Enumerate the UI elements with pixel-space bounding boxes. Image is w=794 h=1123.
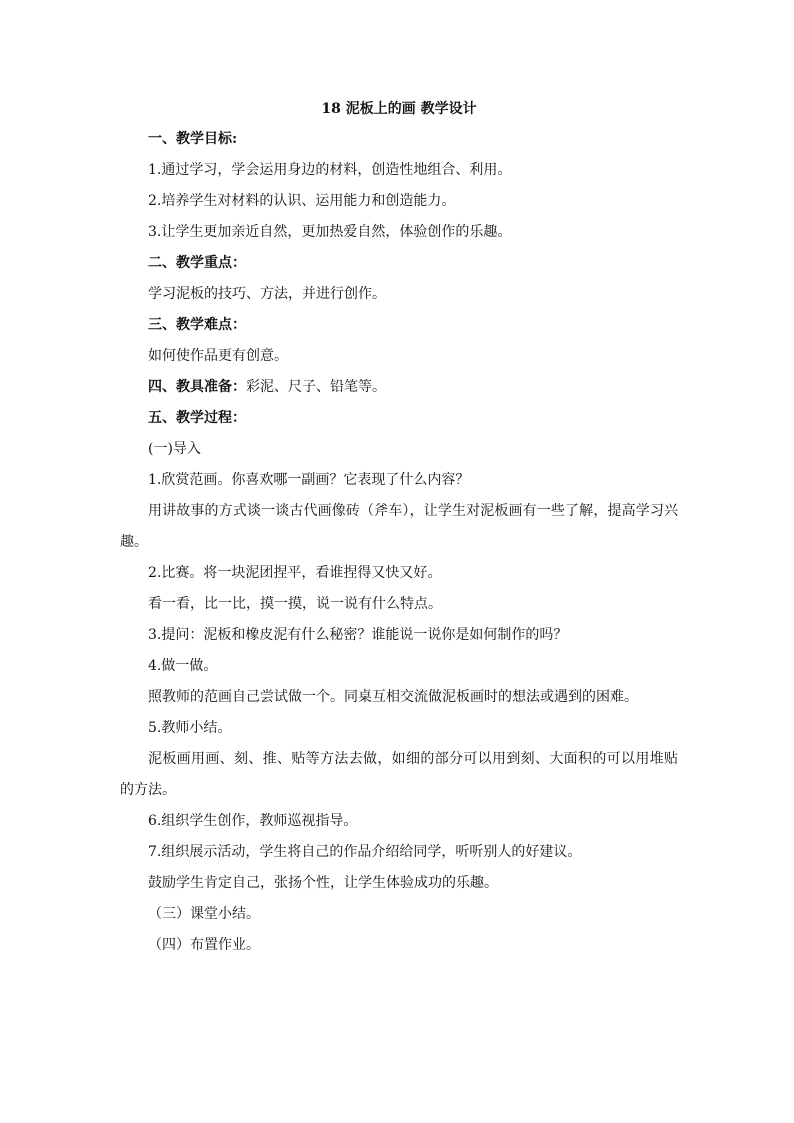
process-step-6: 6.组织学生创作，教师巡视指导。 (148, 813, 358, 829)
difficulties-text: 如何使作品更有创意。 (148, 348, 288, 364)
section-heading-materials: 四、教具准备： (148, 379, 246, 395)
process-step-5: 5.教师小结。 (148, 720, 232, 736)
section-heading-key-points: 二、教学重点： (148, 255, 246, 271)
document-title: 18 泥板上的画 教学设计 (321, 101, 477, 117)
process-step-4-detail: 照教师的范画自己尝试做一个。同桌互相交流做泥板画时的想法或遇到的困难。 (148, 689, 638, 705)
section-heading-process: 五、教学过程： (148, 410, 246, 426)
process-step-1-detail: 用讲故事的方式谈一谈古代画像砖（斧车），让学生对泥板画有一些了解，提高学习兴趣。 (120, 503, 678, 550)
materials-text: 彩泥、尺子、铅笔等。 (246, 379, 386, 395)
process-step-7: 7.组织展示活动，学生将自己的作品介绍给同学，听听别人的好建议。 (148, 844, 582, 860)
process-part-3-heading: （三）课堂小结。 (148, 906, 260, 922)
section-heading-difficulties: 三、教学难点： (148, 317, 246, 333)
process-step-5-detail: 泥板画用画、刻、推、贴等方法去做，如细的部分可以用到刻、大面积的可以用堆贴的方法。 (120, 751, 678, 798)
process-step-2-detail: 看一看，比一比，摸一摸，说一说有什么特点。 (148, 596, 442, 612)
process-part-1-heading: (一)导入 (148, 441, 201, 457)
process-step-4: 4.做一做。 (148, 658, 218, 674)
key-points-text: 学习泥板的技巧、方法，并进行创作。 (148, 286, 386, 302)
process-step-7-detail: 鼓励学生肯定自己，张扬个性，让学生体验成功的乐趣。 (148, 875, 498, 891)
objective-item-1: 1.通过学习，学会运用身边的材料，创造性地组合、利用。 (148, 162, 512, 178)
objective-item-2: 2.培养学生对材料的认识、运用能力和创造能力。 (148, 193, 456, 209)
objective-item-3: 3.让学生更加亲近自然，更加热爱自然，体验创作的乐趣。 (148, 224, 512, 240)
process-part-4-heading: （四）布置作业。 (148, 937, 260, 953)
process-step-3: 3.提问：泥板和橡皮泥有什么秘密？谁能说一说你是如何制作的吗？ (148, 627, 568, 643)
materials-line (120, 372, 678, 403)
section-heading-objectives: 一、教学目标: (148, 131, 238, 147)
process-step-1: 1.欣赏范画。你喜欢哪一副画？它表现了什么内容？ (148, 472, 470, 488)
process-step-2: 2.比赛。将一块泥团捏平，看谁捏得又快又好。 (148, 565, 442, 581)
document-page (120, 100, 678, 961)
